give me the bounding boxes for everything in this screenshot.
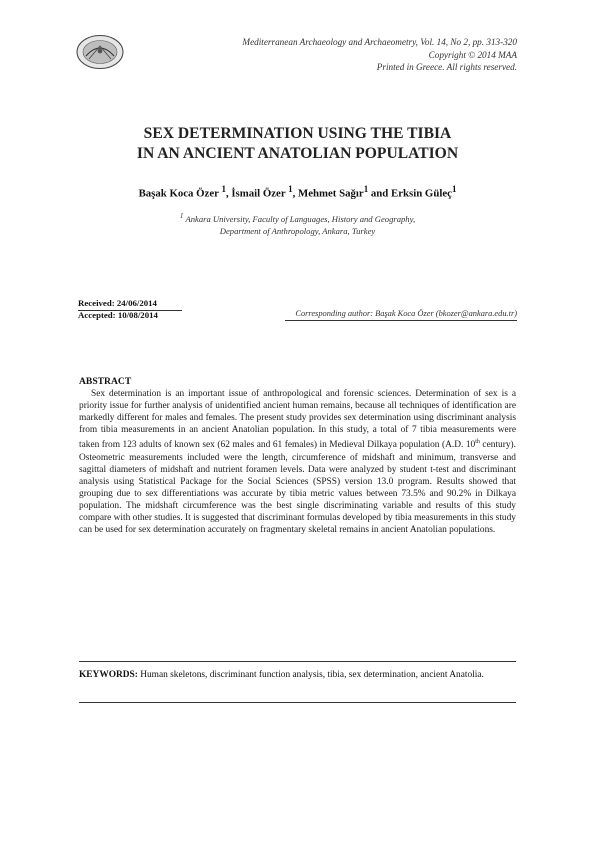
dates-divider: [78, 310, 182, 311]
submission-dates: [78, 298, 158, 321]
author-affil-mark: 1: [363, 184, 369, 194]
author-name: Erksin Güleç: [391, 187, 452, 200]
author-name: İsmail Özer: [231, 187, 286, 200]
keywords-label: KEYWORDS:: [79, 670, 138, 680]
corresponding-author-text: Corresponding author: Başak Koca Özer (bkozer@ankara.edu.tr): [295, 309, 517, 318]
journal-citation: Mediterranean Archaeology and Archaeometry, Vol. 14, No 2, pp. 313-320: [242, 37, 517, 47]
paper-title: [60, 124, 535, 164]
abstract-body: [79, 388, 516, 536]
keywords-block: [79, 669, 516, 682]
author-list: Başak Koca Özer $^1$, İsmail Özer $^1$, Mehmet Sağır$^1$ and Erksin Güleç$^1$: [138, 184, 457, 200]
affil-line-1: Ankara University, Faculty of Languages, History and Geography,: [185, 213, 416, 224]
received-date: Received: 24/06/2014: [78, 298, 157, 308]
title-line-1: SEX DETERMINATION USING THE TIBIA: [143, 125, 452, 142]
affiliation: [60, 210, 535, 237]
accepted-date: Accepted: 10/08/2014: [78, 309, 158, 320]
author-name: Başak Koca Özer: [138, 187, 219, 200]
title-line-2: IN AN ANCIENT ANATOLIAN POPULATION: [136, 145, 459, 162]
author-affil-mark: 1: [451, 184, 457, 194]
journal-header: [242, 36, 517, 74]
author-affil-mark: 1: [221, 184, 226, 194]
rights-line: Printed in Greece. All rights reserved.: [376, 62, 517, 72]
affil-line-2: Department of Anthropology, Ankara, Turkey: [219, 225, 376, 236]
copyright-line: Copyright © 2014 MAA: [428, 49, 517, 60]
abstract-heading: ABSTRACT: [79, 376, 132, 387]
author-affil-mark: 1: [288, 184, 293, 194]
abstract-text-part-1: Sex determination is an important issue of anthropological and forensic sciences. Determination of sex is a priority issue for further analysis of unidentified ancient human remains, because all techniques of identification are markedly different for males and females. The present study provides sex determination using discriminant analysis from tibia measurements in an ancient Anatolian population. In this study, a total of 7 tibia measurements were taken from 123 adults of known sex (62 males and 61 females) in Medieval Dilkaya population (A.D. 10: [79, 389, 516, 451]
maa-journal-logo: [76, 34, 124, 70]
keywords-top-rule: [79, 661, 516, 662]
keywords-text: Human skeletons, discriminant function analysis, tibia, sex determination, ancient Anatolia.: [137, 670, 484, 680]
corresponding-divider: [285, 320, 517, 321]
century-superscript: th: [475, 439, 480, 446]
keywords-bottom-rule: [79, 702, 516, 703]
author-name: Mehmet Sağır: [298, 187, 364, 200]
corresponding-author: [295, 309, 517, 318]
affil-mark: 1: [179, 212, 184, 220]
and-conjunction: and: [370, 187, 389, 200]
abstract-text-part-2: century). Osteometric measurements included were the length, circumference of midshaft and minimum, transverse and sagittal diameters of midshaft and nutrient foramen levels. Data were analyzed by student t-test and discriminant analysis using Statistical Package for the Social Sciences (SPSS) version 13.0 program. Results showed that grouping due to sex differentiations was accurate by tibia metric values between 73.5% and 90.2% in Dilkaya population. The midshaft circumference was the best single discriminating variable and results of this study compare with other studies. It is suggested that discriminant formulas developed by tibia measurements in this study can be used for sex determination accurately on fragmentary skeletal remains in ancient Anatolian populations.: [79, 440, 516, 536]
